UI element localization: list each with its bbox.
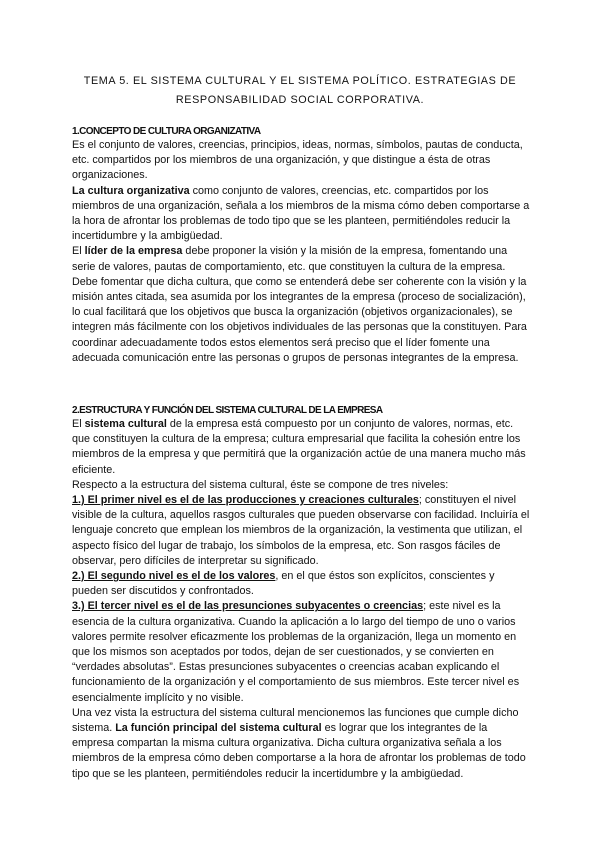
level-1-item [72, 493, 532, 569]
paragraph-text: debe proponer la visión y la misión de la empresa, fomentando una serie de valores, pautas de comportamiento, etc. que constituyen la cultura de la empresa. Debe fomentar que dicha cultura, que como se entenderá debe ser coherente con la visión y la misión antes citada, sea asumida por los integrantes de la empresa (proceso de socialización), lo cual facilitará que los objetivos que busca la organización (objetivos organizacionales), se integren más fácilmente con los objetivos individuales de las personas que la constituyen. Para coordinar adecuadamente todos estos elementos será preciso que el líder fomente una adecuada comunicación entre las personas o grupos de personas integrantes de la empresa. [72, 245, 527, 364]
bold-term: sistema cultural [84, 418, 167, 430]
paragraph-text: El [72, 418, 85, 430]
paragraph-text: Una vez vista la estructura del sistema cultural mencionemos las funciones que cumple dicho sistema. [72, 706, 519, 735]
paragraph [72, 184, 532, 245]
paragraph-text: ; constituyen el nivel visible de la cultura, aquellos rasgos culturales que pueden observarse con facilidad. Incluiría el lenguaje concreto que emplean los miembros de la organización, la vestimenta que utilizan, el aspecto físico del lugar de trabajo, los símbolos de la empresa, etc. Son rasgos fáciles de observar, pero difíciles de interpretar su significado. [72, 494, 530, 567]
paragraph-text: es lograr que los integrantes de la empresa compartan la misma cultura organizativa. Dicha cultura organizativa señala a los miembros de la empresa cómo deben comportarse a la hora de afrontar los problemas de todo tipo que se les planteen, permitiéndoles reducir la incertidumbre y la ambigüedad. [72, 722, 526, 780]
section-1-body [72, 138, 532, 366]
level-1-label: 1.) El primer nivel es el de las producciones y creaciones culturales [72, 494, 419, 507]
document-title: TEMA 5. EL SISTEMA CULTURAL Y EL SISTEMA POLÍTICO. ESTRATEGIAS DE RESPONSABILIDAD SOCIAL CORPORATIVA. [83, 75, 517, 106]
level-2-label: 2.) El segundo nivel es el de los valores [72, 570, 276, 583]
paragraph [72, 244, 532, 366]
bold-term: líder de la empresa [84, 245, 183, 258]
level-3-label: 3.) El tercer nivel es el de las presunciones subyacentes o creencias [72, 600, 424, 613]
paragraph-text: , en el que éstos son explícitos, conscientes y pueden ser discutidos y confrontados. [72, 570, 495, 598]
paragraph-text: El [72, 245, 85, 258]
paragraph-text: ; este nivel es la esencia de la cultura organizativa. Cuando la aplicación a lo largo del tiempo de uno o varios valores permite resolver eficazmente los problemas de la organización, llega un momento en que los mismos son aceptados por todos, dejan de ser cuestionados, y se convierten en “verdades absolutas”. Estas presunciones subyacentes o creencias acaban explicando el funcionamiento de la organización y el comportamiento de sus miembros. Este tercer nivel es esencialmente implícito y no visible. [72, 600, 520, 704]
paragraph: Respecto a la estructura del sistema cultural, éste se compone de tres niveles: [72, 478, 449, 491]
paragraph [72, 417, 532, 478]
paragraph-text: de la empresa está compuesto por un conjunto de valores, normas, etc. que constituyen la cultura de la empresa; cultura empresarial que facilita la cohesión entre los miembros de la empresa y que permitirá que la organización actúe de una manera mucho más eficiente. [72, 418, 526, 476]
section-heading-2: 2.ESTRUCTURA Y FUNCIÓN DEL SISTEMA CULTURAL DE LA EMPRESA [72, 405, 383, 416]
section-heading-1: 1.CONCEPTO DE CULTURA ORGANIZATIVA [72, 126, 261, 137]
bold-term: La función principal del sistema cultural [115, 722, 322, 735]
bold-term: La cultura organizativa [72, 184, 190, 197]
level-3-item [72, 599, 532, 705]
paragraph [72, 706, 532, 782]
paragraph-text: como conjunto de valores, creencias, etc. compartidos por los miembros de una organización, señala a los miembros de la misma cómo deben comportarse a la hora de afrontar los problemas de todo tipo que se les planteen, permitiéndoles reducir la incertidumbre y la ambigüedad. [72, 184, 530, 243]
paragraph: Es el conjunto de valores, creencias, principios, ideas, normas, símbolos, pautas de conducta, etc. compartidos por los miembros de una organización, y que distingue a ésta de otras organizaciones. [72, 139, 523, 182]
level-2-item [72, 569, 532, 599]
section-2-body [72, 417, 532, 782]
